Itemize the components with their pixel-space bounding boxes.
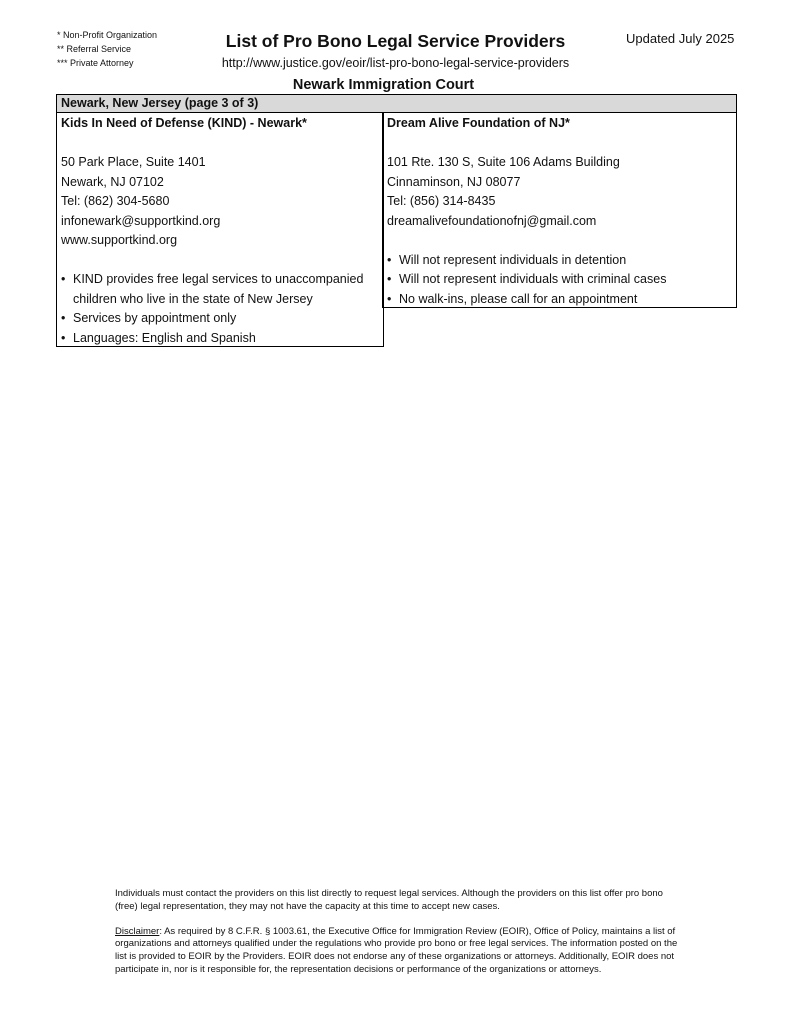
provider-phone: Tel: (862) 304-5680: [61, 194, 170, 208]
legend-referral: ** Referral Service: [57, 44, 132, 54]
note-text-continued: children who live in the state of New Jersey: [73, 291, 313, 306]
provider-notes: [387, 251, 736, 310]
provider-card-kind: [56, 113, 384, 347]
court-name: Newark Immigration Court: [292, 77, 475, 93]
note-item: • Languages: English and Spanish: [61, 329, 383, 349]
note-text: KIND provides free legal services to unaccompanied: [73, 272, 364, 286]
footer-notice: Individuals must contact the providers on this list directly to request legal services. Although the providers on this list offer pro bono (free) legal representation, they may not have the capacity at this time to accept new cases.: [115, 888, 663, 912]
note-item: • Will not represent individuals in detention: [387, 251, 736, 271]
footer-disclaimer: [115, 926, 680, 977]
note-item: • No walk-ins, please call for an appointment: [387, 290, 736, 310]
provider-address-line2: Cinnaminson, NJ 08077: [387, 174, 521, 189]
updated-date: Updated July 2025: [626, 31, 735, 46]
note-item: • Will not represent individuals with criminal cases: [387, 270, 736, 290]
page-title: List of Pro Bono Legal Service Providers: [225, 31, 566, 51]
disclaimer-label: Disclaimer: [115, 925, 160, 937]
provider-card-dream-alive: [382, 113, 737, 308]
provider-notes: [61, 270, 383, 348]
disclaimer-text: : As required by 8 C.F.R. § 1003.61, the Executive Office for Immigration Review (EOIR), Office of Policy, maintains a list of organizations and attorneys qualified under the regulations who provide pro bono or free legal services. The information posted on the list is provided to EOIR by the Providers. EOIR does not endorse any of these organizations or attorneys. Additionally, EOIR does not participate in, nor is it responsible for, the representation decisions or performance of the organizations or attorneys.: [115, 925, 678, 975]
note-item: [61, 270, 383, 309]
provider-name: Dream Alive Foundation of NJ*: [387, 116, 570, 130]
provider-address-line2: Newark, NJ 07102: [61, 174, 164, 189]
provider-website: www.supportkind.org: [61, 233, 178, 247]
provider-email: dreamalivefoundationofnj@gmail.com: [387, 213, 597, 228]
source-url: http://www.justice.gov/eoir/list-pro-bono-legal-service-providers: [221, 56, 570, 70]
provider-address-line1: 101 Rte. 130 S, Suite 106 Adams Building: [387, 155, 620, 169]
region-header: Newark, New Jersey (page 3 of 3): [56, 94, 737, 113]
provider-email: infonewark@supportkind.org: [61, 213, 221, 228]
note-item: • Services by appointment only: [61, 309, 383, 329]
legend-private-attorney: *** Private Attorney: [57, 58, 134, 68]
provider-phone: Tel: (856) 314-8435: [387, 194, 496, 208]
legend-nonprofit: * Non-Profit Organization: [57, 30, 158, 40]
provider-address-line1: 50 Park Place, Suite 1401: [61, 155, 206, 169]
footer: [115, 888, 680, 977]
provider-name: Kids In Need of Defense (KIND) - Newark*: [61, 116, 307, 130]
